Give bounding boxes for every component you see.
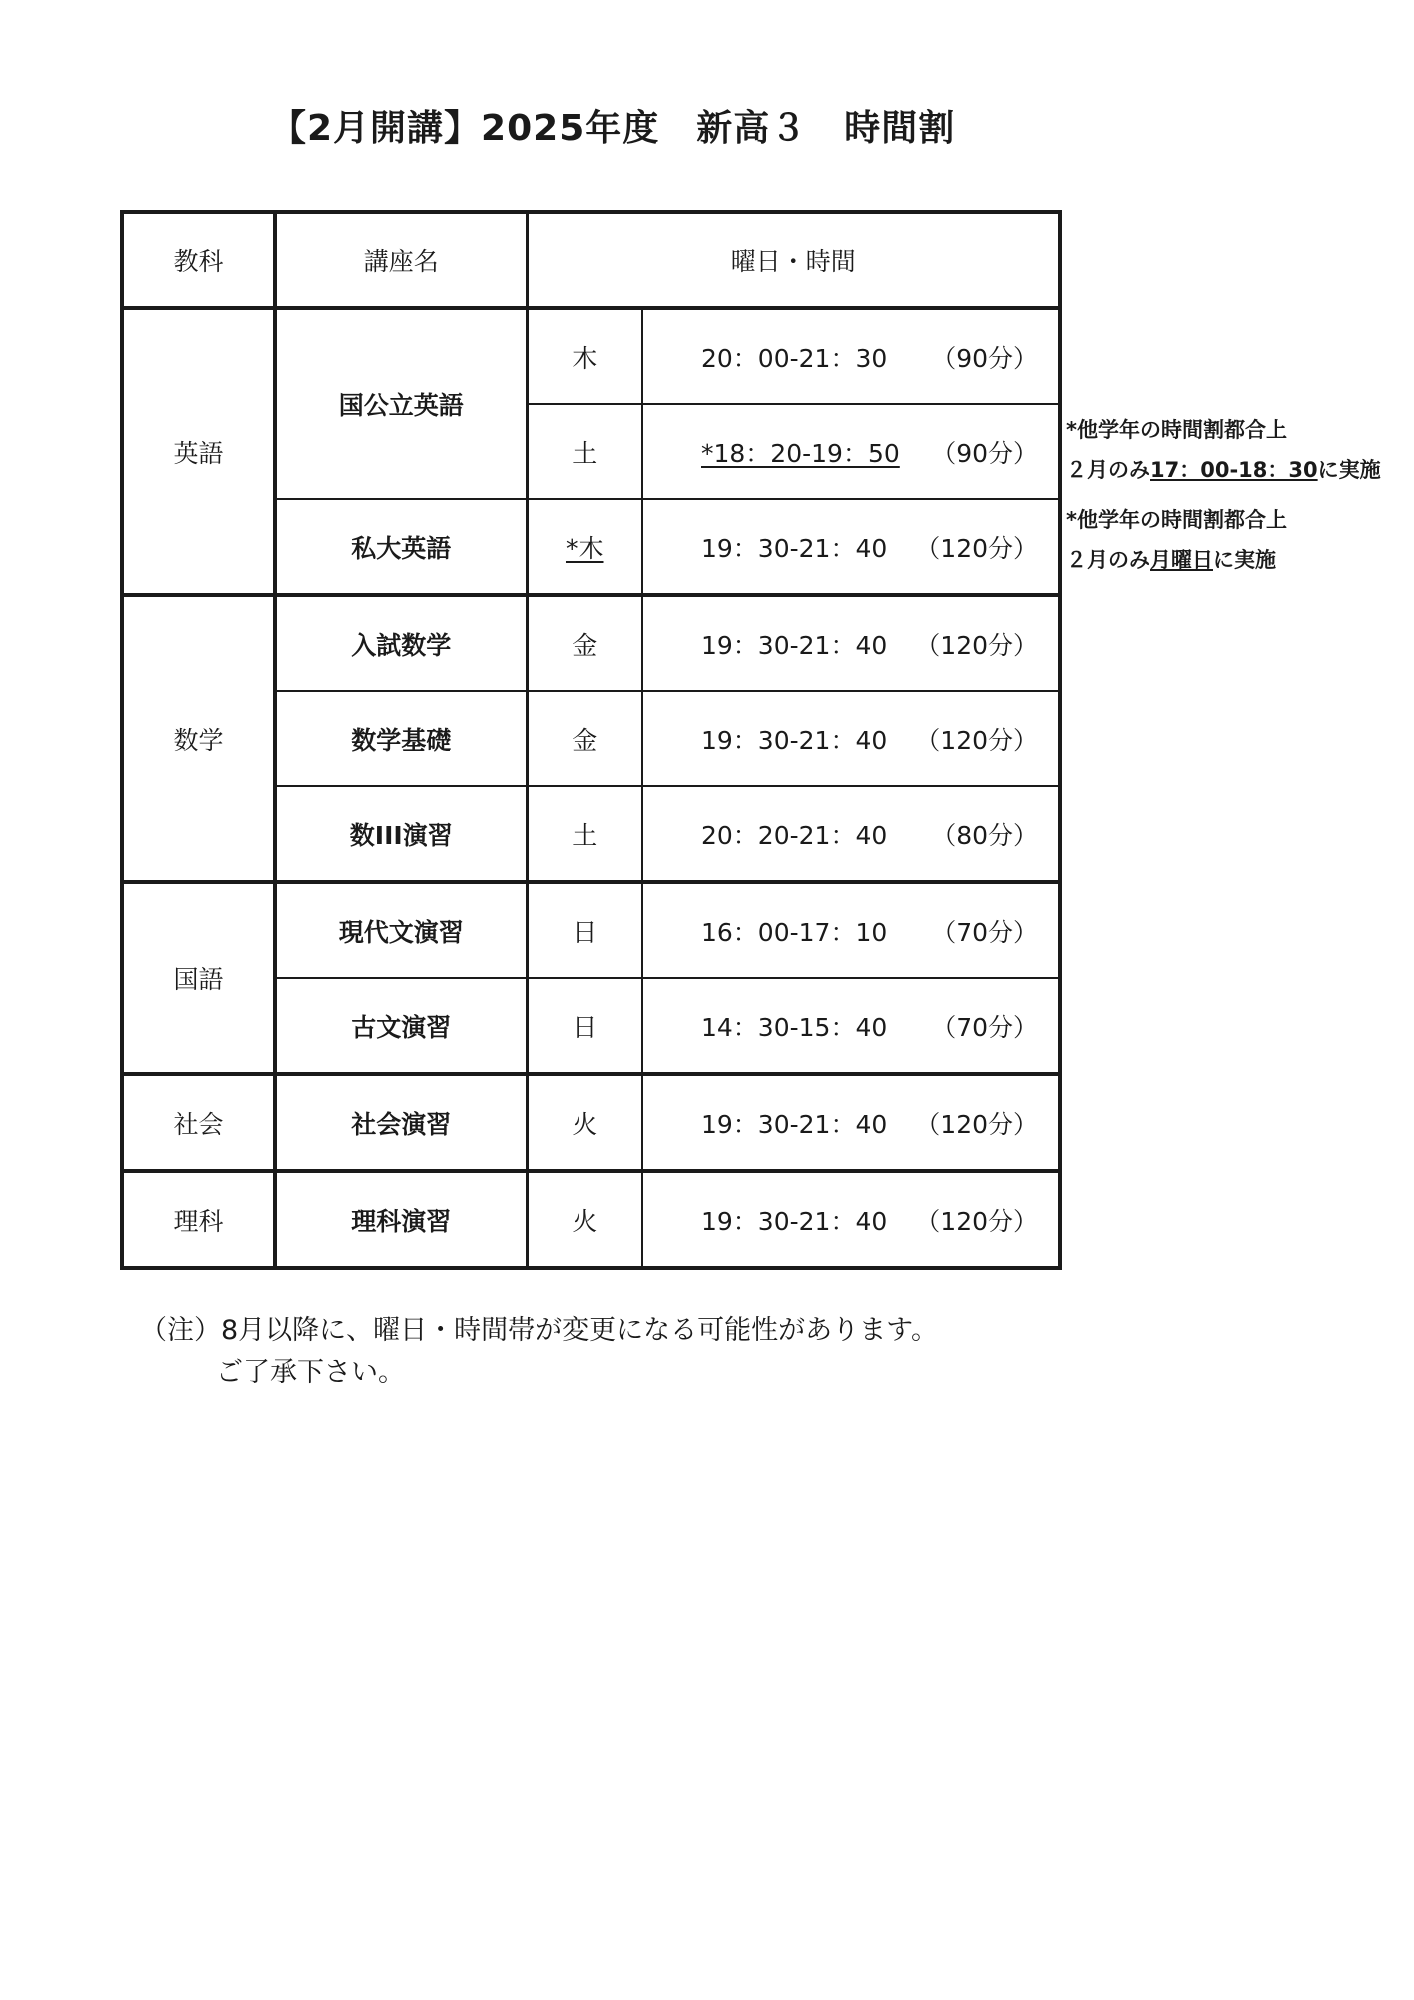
time-cell	[642, 786, 1060, 882]
course-cell: 入試数学	[275, 595, 527, 691]
course-cell: 国公立英語	[275, 308, 527, 499]
time-range: 20：00-21：30	[701, 343, 888, 373]
table-row	[122, 1171, 1060, 1268]
duration: （120分）	[915, 1109, 1039, 1139]
side-note-line: *他学年の時間割都合上	[1066, 508, 1287, 532]
time-range: 16：00-17：10	[701, 917, 888, 947]
subject-cell: 英語	[122, 308, 275, 595]
time-cell	[642, 308, 1060, 404]
subject-cell: 数学	[122, 595, 275, 882]
duration: （90分）	[931, 438, 1039, 468]
time-range: 19：30-21：40	[701, 630, 888, 660]
duration: （120分）	[915, 533, 1039, 563]
time-cell	[642, 404, 1060, 499]
course-cell: 理科演習	[275, 1171, 527, 1268]
subject-cell: 国語	[122, 882, 275, 1074]
course-cell: 古文演習	[275, 978, 527, 1074]
time-range: 20：20-21：40	[701, 820, 888, 850]
day-cell: 金	[527, 691, 642, 786]
time-cell	[642, 691, 1060, 786]
day-cell: 日	[527, 882, 642, 978]
day-label: *木	[565, 533, 604, 563]
day-cell: 土	[527, 786, 642, 882]
timetable	[120, 210, 1062, 1270]
header-subject: 教科	[122, 212, 275, 308]
subject-cell: 理科	[122, 1171, 275, 1268]
duration: （80分）	[931, 820, 1039, 850]
side-note-text: ２月のみ	[1066, 458, 1150, 482]
side-note-line	[1066, 450, 1381, 490]
footnote-line: ご了承下さい。	[216, 1357, 405, 1388]
day-cell: 火	[527, 1074, 642, 1171]
side-note-line: *他学年の時間割都合上	[1066, 418, 1287, 442]
side-note-day-change	[1066, 500, 1287, 580]
header-course: 講座名	[275, 212, 527, 308]
day-cell	[527, 499, 642, 595]
duration: （120分）	[915, 630, 1039, 660]
duration: （70分）	[931, 1012, 1039, 1042]
time-range: 14：30-15：40	[701, 1012, 888, 1042]
footnote-line: （注）8月以降に、曜日・時間帯が変更になる可能性があります。	[140, 1315, 939, 1346]
day-cell: 火	[527, 1171, 642, 1268]
day-cell: 日	[527, 978, 642, 1074]
duration: （120分）	[915, 725, 1039, 755]
side-note-text: に実施	[1317, 458, 1381, 482]
footnote	[140, 1310, 938, 1394]
day-cell: 土	[527, 404, 642, 499]
course-cell: 社会演習	[275, 1074, 527, 1171]
side-note-emphasis: 17：00-18：30	[1150, 458, 1318, 482]
table-row	[122, 308, 1060, 404]
time-cell	[642, 499, 1060, 595]
course-cell: 私大英語	[275, 499, 527, 595]
document-title: 【2月開講】2025年度 新高３ 時間割	[270, 108, 956, 149]
duration: （70分）	[931, 917, 1039, 947]
table-row	[122, 595, 1060, 691]
duration: （120分）	[915, 1206, 1039, 1236]
table-row	[122, 882, 1060, 978]
side-note-line	[1066, 540, 1287, 580]
side-note-text: ２月のみ	[1066, 548, 1150, 572]
side-note-text: に実施	[1213, 548, 1276, 572]
side-note-emphasis: 月曜日	[1150, 548, 1213, 572]
header-schedule: 曜日・時間	[527, 212, 1060, 308]
course-cell: 数III演習	[275, 786, 527, 882]
subject-cell: 社会	[122, 1074, 275, 1171]
course-cell: 現代文演習	[275, 882, 527, 978]
table-header-row	[122, 212, 1060, 308]
time-range: 19：30-21：40	[701, 725, 888, 755]
time-cell	[642, 978, 1060, 1074]
time-cell	[642, 595, 1060, 691]
duration: （90分）	[931, 343, 1039, 373]
time-cell	[642, 1171, 1060, 1268]
day-cell: 木	[527, 308, 642, 404]
time-cell	[642, 1074, 1060, 1171]
table-row	[122, 1074, 1060, 1171]
time-range: 19：30-21：40	[701, 1109, 888, 1139]
time-range: *18：20-19：50	[701, 438, 900, 468]
time-range: 19：30-21：40	[701, 1206, 888, 1236]
time-range: 19：30-21：40	[701, 533, 888, 563]
day-cell: 金	[527, 595, 642, 691]
time-cell	[642, 882, 1060, 978]
side-note-saturday-change	[1066, 410, 1381, 490]
course-cell: 数学基礎	[275, 691, 527, 786]
